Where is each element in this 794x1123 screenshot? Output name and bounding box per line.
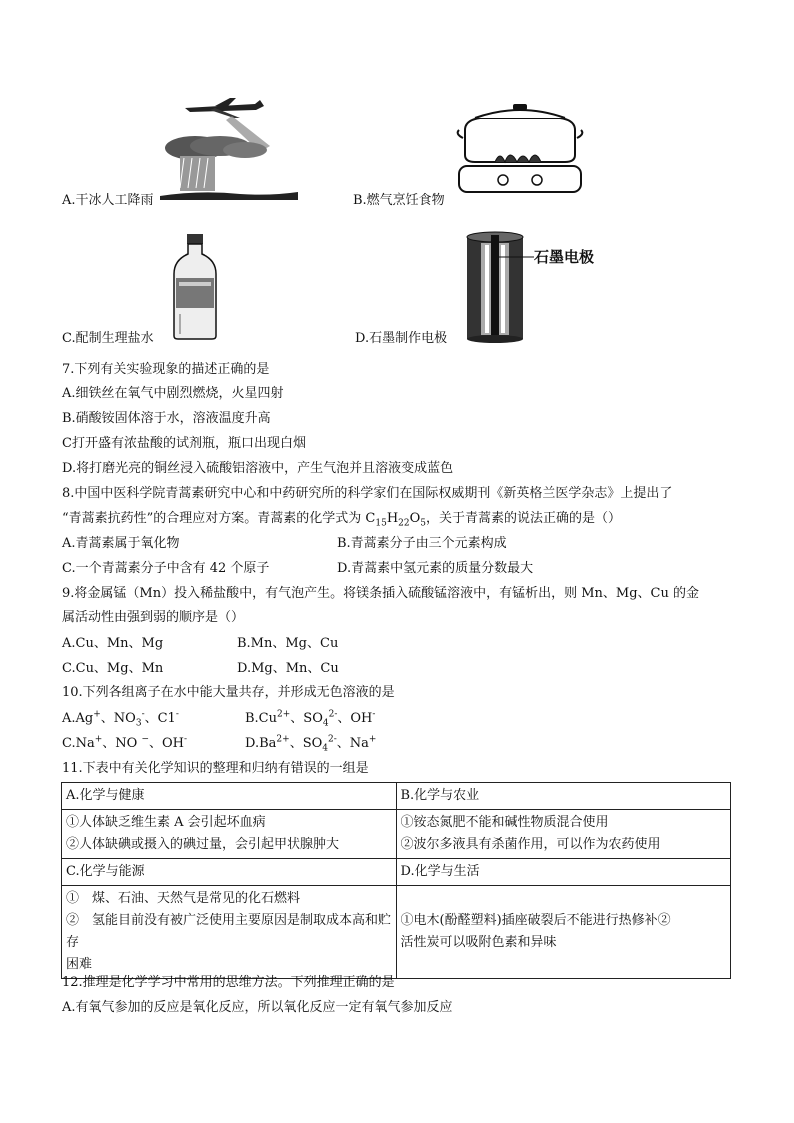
q11-c-body: ① 煤、石油、天然气是常见的化石燃料 ② 氢能目前没有被广泛使用主要原因是制取成本高和贮存 困难 (62, 886, 397, 979)
q11-b-body: ①铵态氮肥不能和碱性物质混合使用 ②波尔多液具有杀菌作用，可以作为农药使用 (396, 810, 731, 859)
q9-option-b: B.Mn、Mg、Cu (237, 636, 339, 651)
q8-option-c: C.一个青蒿素分子中含有 42 个原子 (62, 561, 270, 576)
q7-option-b: B.硝酸铵固体溶于水，溶液温度升高 (62, 411, 271, 426)
q12-stem: 12.推理是化学学习中常用的思维方法。下列推理正确的是 (62, 975, 395, 990)
figure-a-label: A.干冰人工降雨 (62, 193, 154, 208)
saline-bottle-illustration (170, 234, 220, 340)
table-row (62, 810, 731, 859)
q11-b-head: B.化学与农业 (396, 783, 731, 810)
q10-stem: 10.下列各组离子在水中能大量共存，并形成无色溶液的是 (62, 685, 395, 700)
q8-option-a: A.青蒿素属于氧化物 (62, 536, 180, 551)
table-row (62, 886, 731, 979)
q11-a-head: A.化学与健康 (62, 783, 397, 810)
q11-d-body: ①电木(酚醛塑料)插座破裂后不能进行热修补② 活性炭可以吸附色素和异味 (396, 886, 731, 979)
q11-c-head: C.化学与能源 (62, 859, 397, 886)
q9-option-c: C.Cu、Mg、Mn (62, 661, 164, 676)
q8-stem-line2: “青蒿素抗药性”的合理应对方案。青蒿素的化学式为 $C_{15}H_{22}O_5$，关于青蒿素的说法正确的是（） (62, 511, 622, 529)
q7-option-c: C打开盛有浓盐酸的试剂瓶，瓶口出现白烟 (62, 436, 306, 451)
q8-stem-line1: 8.中国中医科学院青蒿素研究中心和中药研究所的科学家们在国际权威期刊《新英格兰医学杂志》上提出了 (62, 486, 673, 501)
q7-option-a: A.细铁丝在氧气中剧烈燃烧，火星四射 (62, 386, 284, 401)
q9-stem-line2: 属活动性由强到弱的顺序是（） (62, 610, 245, 625)
q8-option-d: D.青蒿素中氢元素的质量分数最大 (337, 561, 534, 576)
gas-stove-pot-illustration (455, 100, 585, 198)
q11-a-body: ①人体缺乏维生素 A 会引起坏血病 ②人体缺碘或摄入的碘过量，会引起甲状腺肿大 (62, 810, 397, 859)
graphite-electrode-callout: 石墨电极 (534, 248, 595, 266)
figure-c-label: C.配制生理盐水 (62, 331, 154, 346)
q7-option-d: D.将打磨光亮的铜丝浸入硫酸铝溶液中，产生气泡并且溶液变成蓝色 (62, 461, 454, 476)
q8-stem-text: “青蒿素抗药性”的合理应对方案。青蒿素的化学式为 C (62, 511, 376, 526)
q10-option-a: A.Ag+、$NO_3^-$、C1- (62, 709, 179, 729)
graphite-battery-illustration (465, 231, 525, 343)
q11-d-head: D.化学与生活 (396, 859, 731, 886)
q7-stem: 7.下列有关实验现象的描述正确的是 (62, 362, 270, 377)
airplane-rain-illustration (160, 96, 300, 200)
figure-b-label: B.燃气烹饪食物 (353, 193, 445, 208)
table-row (62, 783, 731, 810)
q10-option-c: C.Na+、NO −、OH- (62, 734, 188, 751)
q11-table (61, 782, 731, 979)
table-row (62, 859, 731, 886)
q10-option-b: $B.Cu^{2+}$、$SO_4^{2-}$、OH- (245, 709, 376, 729)
q8-option-b: B.青蒿素分子由三个元素构成 (337, 536, 507, 551)
q10-option-d: $D.Ba^{2+}$、$SO_4^{2-}$、Na+ (245, 734, 377, 754)
q9-option-a: A.Cu、Mn、Mg (62, 636, 164, 651)
q11-stem: 11.下表中有关化学知识的整理和归纳有错误的一组是 (62, 761, 369, 776)
q12-option-a: A.有氧气参加的反应是氧化反应，所以氧化反应一定有氧气参加反应 (62, 1000, 453, 1015)
callout-line (498, 254, 534, 260)
q9-option-d: D.Mg、Mn、Cu (237, 661, 339, 676)
q9-stem-line1: 9.将金属锰（Mn）投入稀盐酸中，有气泡产生。将镁条插入硫酸锰溶液中，有锰析出，则 Mn、Mg、Cu 的金 (62, 586, 699, 601)
figure-d-label: D.石墨制作电极 (355, 331, 448, 346)
